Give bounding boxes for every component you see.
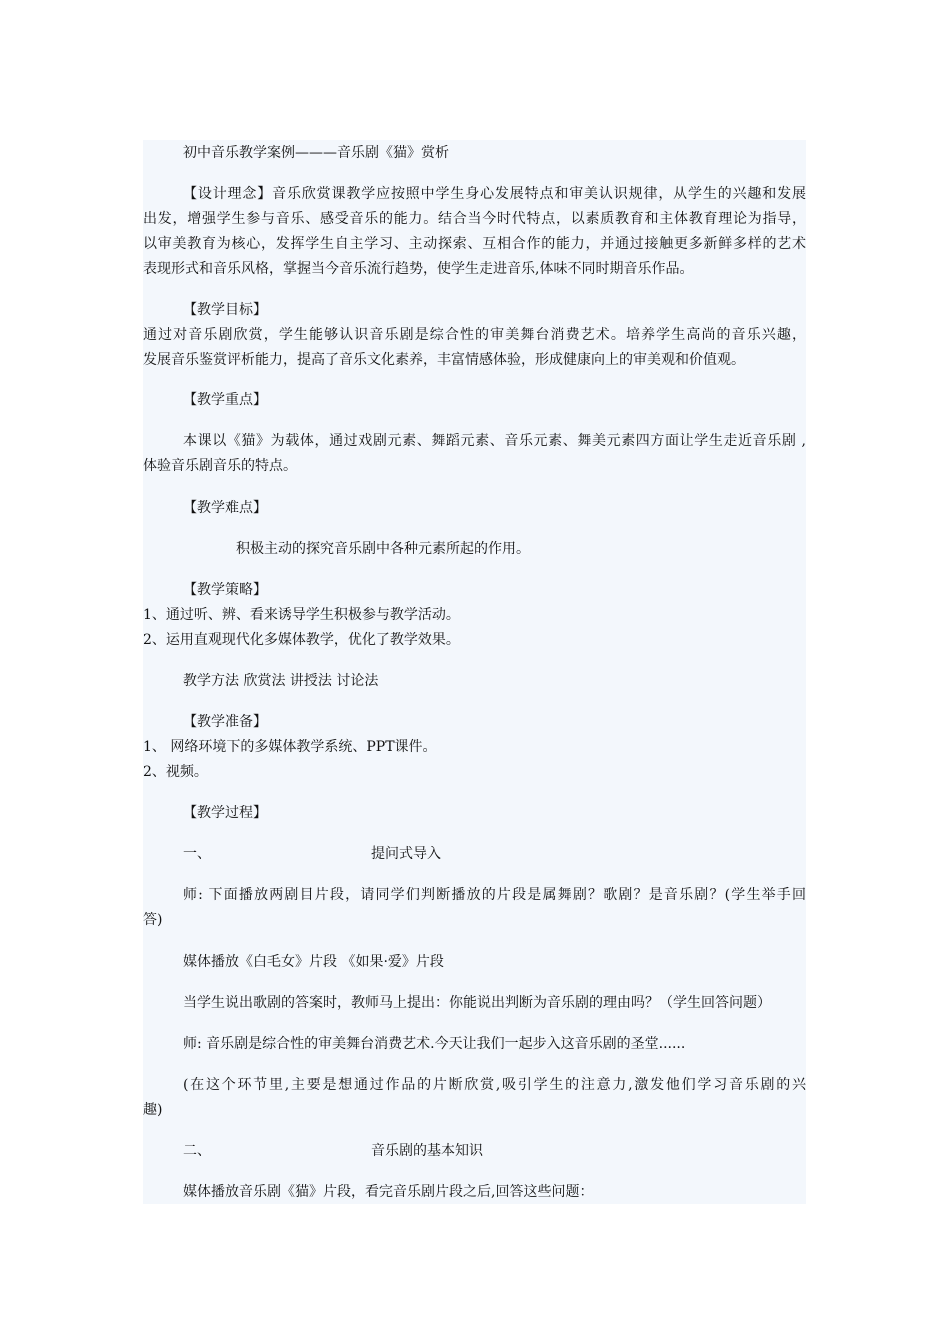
design-line-3: 以审美教育为核心，发挥学生自主学习、主动探索、互相合作的能力，并通过接触更多新鲜多样的艺术	[143, 236, 806, 252]
process-p5-line-1: (在这个环节里,主要是想通过作品的片断欣赏,吸引学生的注意力,激发他们学习音乐剧的兴	[183, 1077, 806, 1093]
section-2-title: 音乐剧的基本知识	[371, 1143, 483, 1159]
section-1-number: 一、	[183, 846, 211, 862]
process-p6: 媒体播放音乐剧《猫》片段，看完音乐剧片段之后,回答这些问题：	[183, 1184, 594, 1200]
keypoints-line-2: 体验音乐剧音乐的特点。	[143, 458, 297, 474]
difficulty-heading: 【教学难点】	[183, 500, 267, 516]
section-2-heading	[143, 1139, 806, 1163]
design-line-2: 出发，增强学生参与音乐、感受音乐的能力。结合当今时代特点，以素质教育和主体教育理论为指导，	[143, 211, 806, 227]
keypoints-heading: 【教学重点】	[183, 392, 267, 408]
methods-line: 教学方法 欣赏法 讲授法 讨论法	[183, 673, 379, 689]
process-p1-line-2: 答)	[143, 912, 163, 928]
process-heading: 【教学过程】	[183, 805, 267, 821]
process-p1-line-1: 师: 下面播放两剧目片段，请同学们判断播放的片段是属舞剧？歌剧？是音乐剧？(学生举手回	[183, 887, 806, 903]
process-p3: 当学生说出歌剧的答案时，教师马上提出：你能说出判断为音乐剧的理由吗？（学生回答问题）	[183, 995, 771, 1011]
section-1-title: 提问式导入	[371, 846, 441, 862]
strategy-heading: 【教学策略】	[183, 582, 267, 598]
prep-line-1: 1、 网络环境下的多媒体教学系统、PPT课件。	[143, 739, 437, 755]
goals-line-1: 通过对音乐剧欣赏，学生能够认识音乐剧是综合性的审美舞台消费艺术。培养学生高尚的音乐兴趣，	[143, 327, 806, 343]
design-line-4: 表现形式和音乐风格，掌握当今音乐流行趋势，使学生走进音乐,体味不同时期音乐作品。	[143, 261, 694, 277]
document-body	[143, 140, 806, 1204]
doc-title: 初中音乐教学案例———音乐剧《猫》赏析	[183, 145, 449, 161]
strategy-line-2: 2、运用直观现代化多媒体教学，优化了教学效果。	[143, 632, 460, 648]
goals-line-2: 发展音乐鉴赏评析能力，提高了音乐文化素养，丰富情感体验，形成健康向上的审美观和价值观。	[143, 352, 745, 368]
process-p4: 师: 音乐剧是综合性的审美舞台消费艺术.今天让我们一起步入这音乐剧的圣堂......	[183, 1036, 686, 1052]
strategy-line-1: 1、通过听、辨、看来诱导学生积极参与教学活动。	[143, 607, 460, 623]
process-p2: 媒体播放《白毛女》片段 《如果·爱》片段	[183, 954, 444, 970]
process-p5-line-2: 趣)	[143, 1102, 163, 1118]
keypoints-line-1: 本课以《猫》为载体，通过戏剧元素、舞蹈元素、音乐元素、舞美元素四方面让学生走近音乐剧 ,	[183, 433, 806, 449]
difficulty-line-1: 积极主动的探究音乐剧中各种元素所起的作用。	[236, 541, 530, 557]
goals-heading: 【教学目标】	[183, 302, 267, 318]
section-2-number: 二、	[183, 1143, 211, 1159]
prep-line-2: 2、视频。	[143, 764, 208, 780]
section-1-heading	[143, 842, 806, 866]
prep-heading: 【教学准备】	[183, 714, 267, 730]
design-line-1: 【设计理念】音乐欣赏课教学应按照中学生身心发展特点和审美认识规律，从学生的兴趣和发展	[183, 186, 806, 202]
